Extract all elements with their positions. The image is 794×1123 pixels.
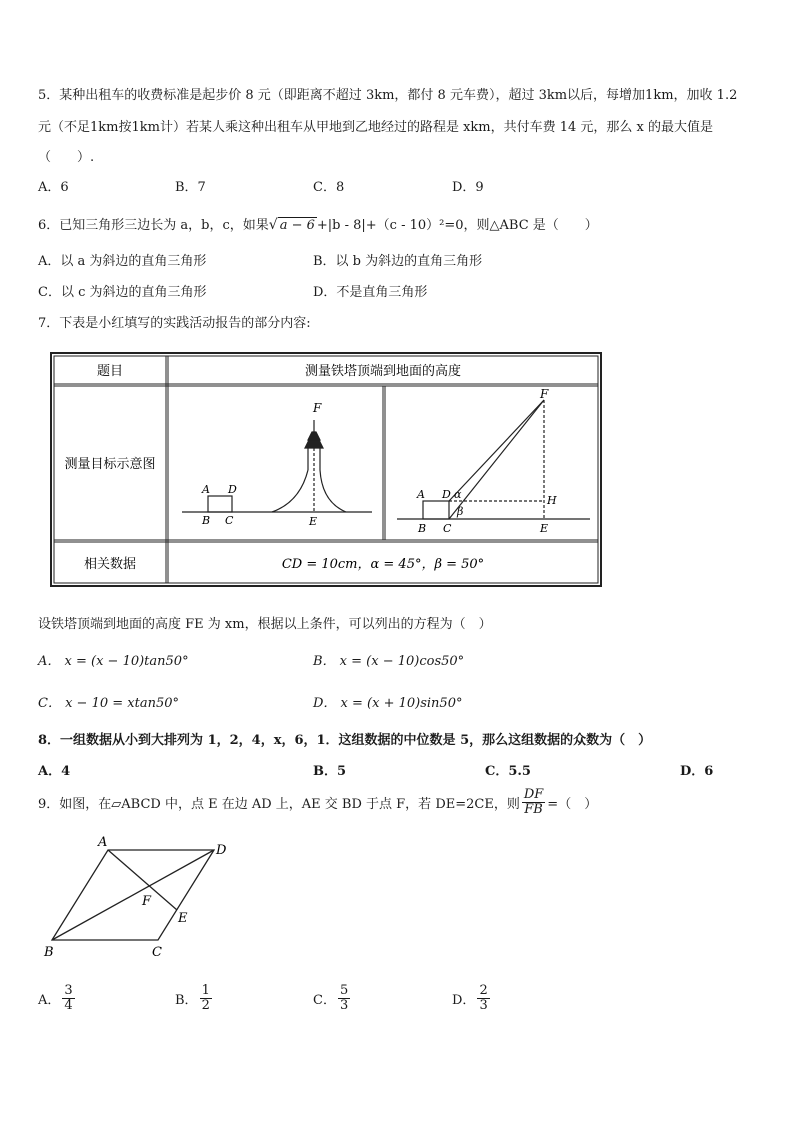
- q9-text: 9．如图，在▱ABCD 中，点 E 在边 AD 上，AE 交 BD 于点 F，若 DE=2CE，则: [38, 796, 520, 812]
- q9-option-a: [38, 984, 77, 1012]
- q8-option-c: C．5.5: [485, 764, 531, 779]
- fig1-label-e: E: [309, 515, 318, 528]
- q9-tail: =（ ）: [547, 796, 598, 812]
- q6-stem: [38, 214, 598, 233]
- tower-figure-2: [397, 400, 590, 519]
- q9-option-d-num: 2: [479, 983, 488, 998]
- q9-option-c-den: 3: [339, 997, 349, 1013]
- para-label-f: F: [142, 894, 152, 909]
- q5-line1: 5．某种出租车的收费标准是起步价 8 元（即距离不超过 3km，都付 8 元车费），超过 3km以后，每增加1km，加收 1.2: [38, 88, 738, 103]
- fig2-label-b: B: [418, 522, 427, 535]
- q6-radicand: a − 6: [279, 218, 315, 233]
- tower-figure-1: [182, 420, 372, 512]
- table-row1-label: 题目: [96, 364, 124, 379]
- q9-option-d: [452, 984, 492, 1012]
- fig2-label-beta: β: [457, 505, 464, 518]
- q5-option-d: D．9: [452, 180, 484, 195]
- table-row1-value: 测量铁塔顶端到地面的高度: [304, 364, 462, 379]
- q7-option-b: B． x = (x − 10)cos50°: [313, 654, 465, 669]
- q9-option-c-frac: [338, 984, 350, 1012]
- table-row3-value: CD = 10cm，α = 45°，β = 50°: [281, 557, 485, 572]
- q6-option-b: B．以 b 为斜边的直角三角形: [313, 254, 483, 269]
- q9-option-d-frac: [477, 984, 489, 1012]
- q7-option-c: C． x − 10 = xtan50°: [38, 696, 179, 711]
- para-label-a: A: [98, 835, 108, 850]
- q6-suffix: +|b - 8|+（c - 10）²=0，则△ABC 是（ ）: [316, 218, 598, 233]
- q9-option-d-den: 3: [479, 997, 488, 1013]
- q7-option-a: A． x = (x − 10)tan50°: [38, 654, 189, 669]
- q5-option-b: B．7: [175, 180, 206, 195]
- para-label-e: E: [178, 911, 188, 926]
- q8-stem: 8．一组数据从小到大排列为 1，2，4，x，6，1．这组数据的中位数是 5，那么这组数据的众数为（ ）: [38, 733, 652, 748]
- fig1-label-b: B: [202, 514, 211, 527]
- fig1-label-c: C: [225, 514, 234, 527]
- para-label-b: B: [44, 945, 54, 960]
- fig1-label-f: F: [313, 401, 322, 415]
- q5-line2: 元（不足1km按1km计）若某人乘这种出租车从甲地到乙地经过的路程是 xkm，共付车费 14 元，那么 x 的最大值是: [38, 120, 714, 135]
- q9-option-b-den: 2: [201, 997, 210, 1013]
- fig2-label-c: C: [443, 522, 452, 535]
- q7-report-table: [50, 352, 602, 587]
- para-label-c: C: [152, 945, 162, 960]
- fig1-label-d: D: [228, 483, 237, 496]
- q8-option-b: B．5: [313, 764, 347, 779]
- sqrt-icon: √: [268, 217, 278, 233]
- q9-option-a-num: 3: [64, 983, 73, 998]
- fig1-label-a: A: [202, 483, 210, 496]
- q5-option-c: C．8: [313, 180, 345, 195]
- para-label-d: D: [216, 843, 227, 858]
- q9-option-a-letter: A．: [38, 992, 61, 1008]
- fig2-label-e: E: [540, 522, 549, 535]
- q9-option-c-letter: C．: [313, 992, 336, 1008]
- q6-prefix: 6．已知三角形三边长为 a，b，c，如果: [38, 218, 269, 233]
- q9-option-b: [175, 984, 214, 1012]
- q9-option-a-frac: [62, 984, 74, 1012]
- q6-option-a: A．以 a 为斜边的直角三角形: [38, 254, 207, 269]
- q9-fraction: [522, 788, 545, 816]
- q8-option-a: A．4: [38, 764, 71, 779]
- q9-stem: [38, 788, 597, 816]
- q9-frac-den: FB: [524, 801, 543, 817]
- fig2-label-a: A: [417, 488, 425, 501]
- q7-option-d: D． x = (x + 10)sin50°: [313, 696, 463, 711]
- fig2-label-d: D: [442, 488, 451, 501]
- parallelogram-figure: [38, 832, 238, 967]
- q7-intro: 7．下表是小红填写的实践活动报告的部分内容:: [38, 316, 311, 331]
- q9-option-c-num: 5: [339, 983, 349, 998]
- q7-question: 设铁塔顶端到地面的高度 FE 为 xm，根据以上条件，可以列出的方程为（ ）: [38, 617, 492, 632]
- q6-option-c: C．以 c 为斜边的直角三角形: [38, 285, 207, 300]
- q5-option-a: A．6: [38, 180, 69, 195]
- q9-option-b-letter: B．: [175, 992, 198, 1008]
- q8-option-d: D．6: [680, 764, 714, 779]
- q9-option-d-letter: D．: [452, 992, 476, 1008]
- fig2-label-alpha: α: [454, 488, 462, 501]
- q6-option-d: D．不是直角三角形: [313, 285, 428, 300]
- q9-frac-num: DF: [523, 787, 544, 802]
- table-row3-label: 相关数据: [83, 557, 137, 572]
- fig2-label-h: H: [547, 494, 557, 507]
- q9-option-c: [313, 984, 352, 1012]
- q9-option-a-den: 4: [64, 997, 73, 1013]
- q5-line3: （ ）.: [38, 150, 95, 165]
- q9-option-b-num: 1: [201, 983, 210, 998]
- table-row2-label: 测量目标示意图: [64, 457, 156, 472]
- fig2-label-f: F: [540, 387, 549, 401]
- q9-option-b-frac: [200, 984, 212, 1012]
